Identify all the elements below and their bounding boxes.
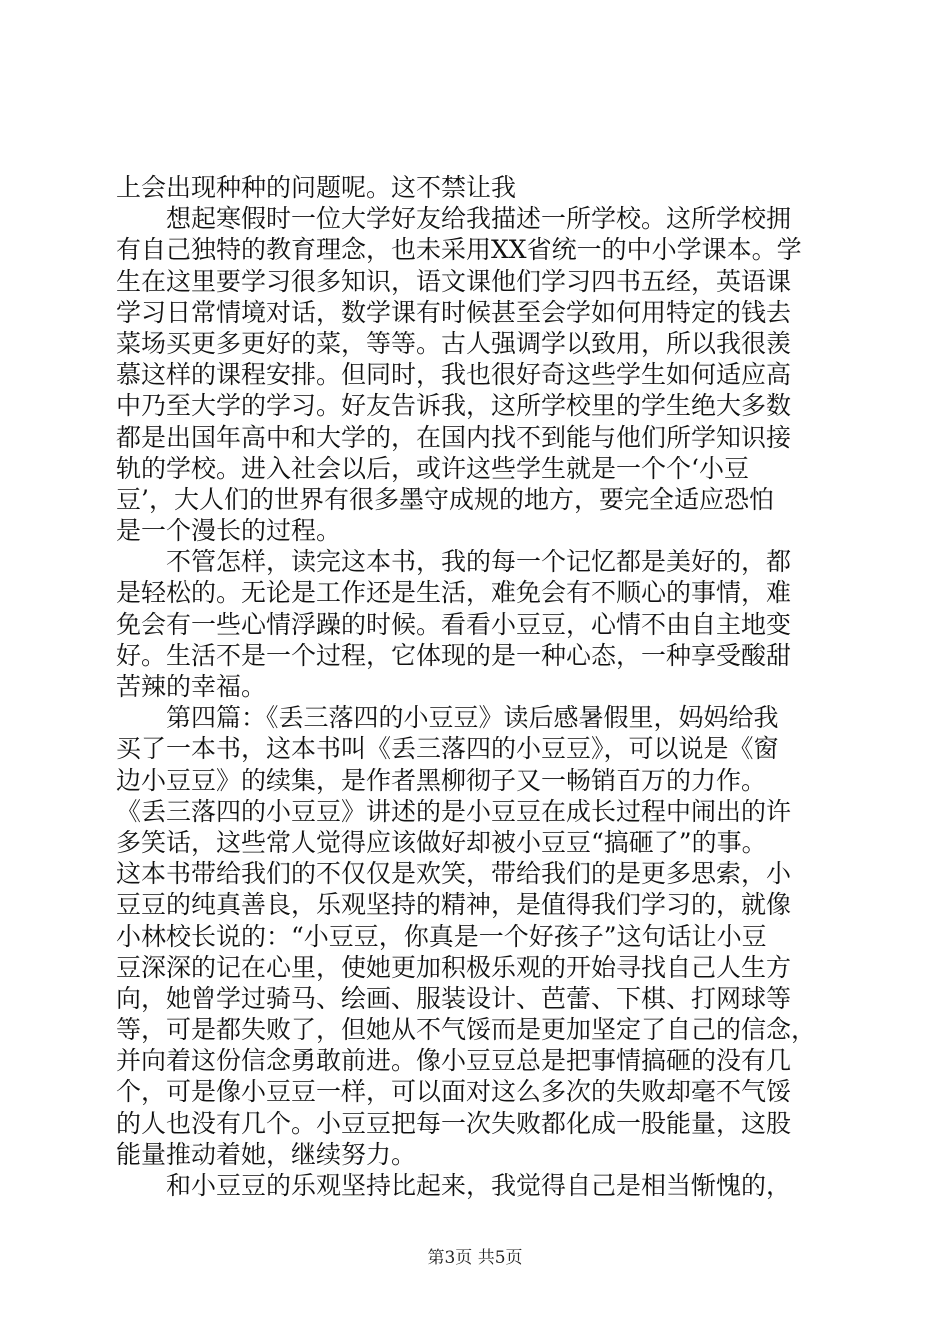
text-line: 学习日常情境对话，数学课有时候甚至会学如何用特定的钱去 <box>116 297 792 327</box>
text-line: 免会有一些心情浮躁的时候。看看小豆豆，心情不由自主地变 <box>116 609 792 639</box>
text-line: 想起寒假时一位大学好友给我描述一所学校。这所学校拥 <box>116 204 792 234</box>
text-line: 向，她曾学过骑马、绘画、服装设计、芭蕾、下棋、打网球等 <box>116 983 792 1013</box>
text-line: 买了一本书，这本书叫《丢三落四的小豆豆》，可以说是《窗 <box>116 734 779 764</box>
text-line: 个，可是像小豆豆一样，可以面对这么多次的失败却毫不气馁 <box>116 1077 792 1107</box>
text-line: 豆豆的纯真善良，乐观坚持的精神，是值得我们学习的，就像 <box>116 890 792 920</box>
text-line: 的人也没有几个。小豆豆把每一次失败都化成一股能量，这股 <box>116 1108 792 1138</box>
text-line: 豆’，大人们的世界有很多墨守成规的地方，要完全适应恐怕 <box>116 484 774 514</box>
text-line: 小林校长说的：“小豆豆，你真是一个好孩子”这句话让小豆 <box>116 921 767 951</box>
text-line: 生在这里要学习很多知识，语文课他们学习四书五经，英语课 <box>116 266 792 296</box>
page-footer: 第3页 共5页 <box>427 1248 523 1268</box>
text-line: 慕这样的课程安排。但同时，我也很好奇这些学生如何适应高 <box>116 360 792 390</box>
text-line: 有自己独特的教育理念，也未采用XX省统一的中小学课本。学 <box>116 235 802 265</box>
text-line: 豆深深的记在心里，使她更加积极乐观的开始寻找自己人生方 <box>116 952 792 982</box>
body-text <box>116 172 848 1201</box>
text-line: 《丢三落四的小豆豆》讲述的是小豆豆在成长过程中闹出的许 <box>116 796 792 826</box>
text-line: 多笑话，这些常人觉得应该做好却被小豆豆“搞砸了”的事。 <box>116 827 767 857</box>
text-line: 这本书带给我们的不仅仅是欢笑，带给我们的是更多思索，小 <box>116 859 792 889</box>
text-line: 边小豆豆》的续集，是作者黑柳彻子又一畅销百万的力作。 <box>116 765 767 795</box>
text-line: 好。生活不是一个过程，它体现的是一种心态，一种享受酸甜 <box>116 640 792 670</box>
text-line: 都是出国年高中和大学的，在国内找不到能与他们所学知识接 <box>116 422 792 452</box>
text-line: 是轻松的。无论是工作还是生活，难免会有不顺心的事情，难 <box>116 578 792 608</box>
text-line: 中乃至大学的学习。好友告诉我，这所学校里的学生绝大多数 <box>116 391 792 421</box>
text-line: 菜场买更多更好的菜，等等。古人强调学以致用，所以我很羡 <box>116 328 792 358</box>
text-line: 上会出现种种的问题呢。这不禁让我 <box>116 173 517 202</box>
text-line: 等，可是都失败了，但她从不气馁而是更加坚定了自己的信念， <box>116 1015 817 1045</box>
text-line: 轨的学校。进入社会以后，或许这些学生就是一个个‘小豆 <box>116 453 749 483</box>
text-line: 是一个漫长的过程。 <box>116 516 342 546</box>
text-line: 苦辣的幸福。 <box>116 672 267 701</box>
text-line: 不管怎样，读完这本书，我的每一个记忆都是美好的，都 <box>116 547 792 577</box>
text-line: 第四篇：《丢三落四的小豆豆》读后感暑假里，妈妈给我 <box>116 703 779 733</box>
text-line: 能量推动着她，继续努力。 <box>116 1139 417 1169</box>
text-line: 和小豆豆的乐观坚持比起来，我觉得自己是相当惭愧的， <box>116 1171 792 1200</box>
text-line: 并向着这份信念勇敢前进。像小豆豆总是把事情搞砸的没有几 <box>116 1046 792 1076</box>
